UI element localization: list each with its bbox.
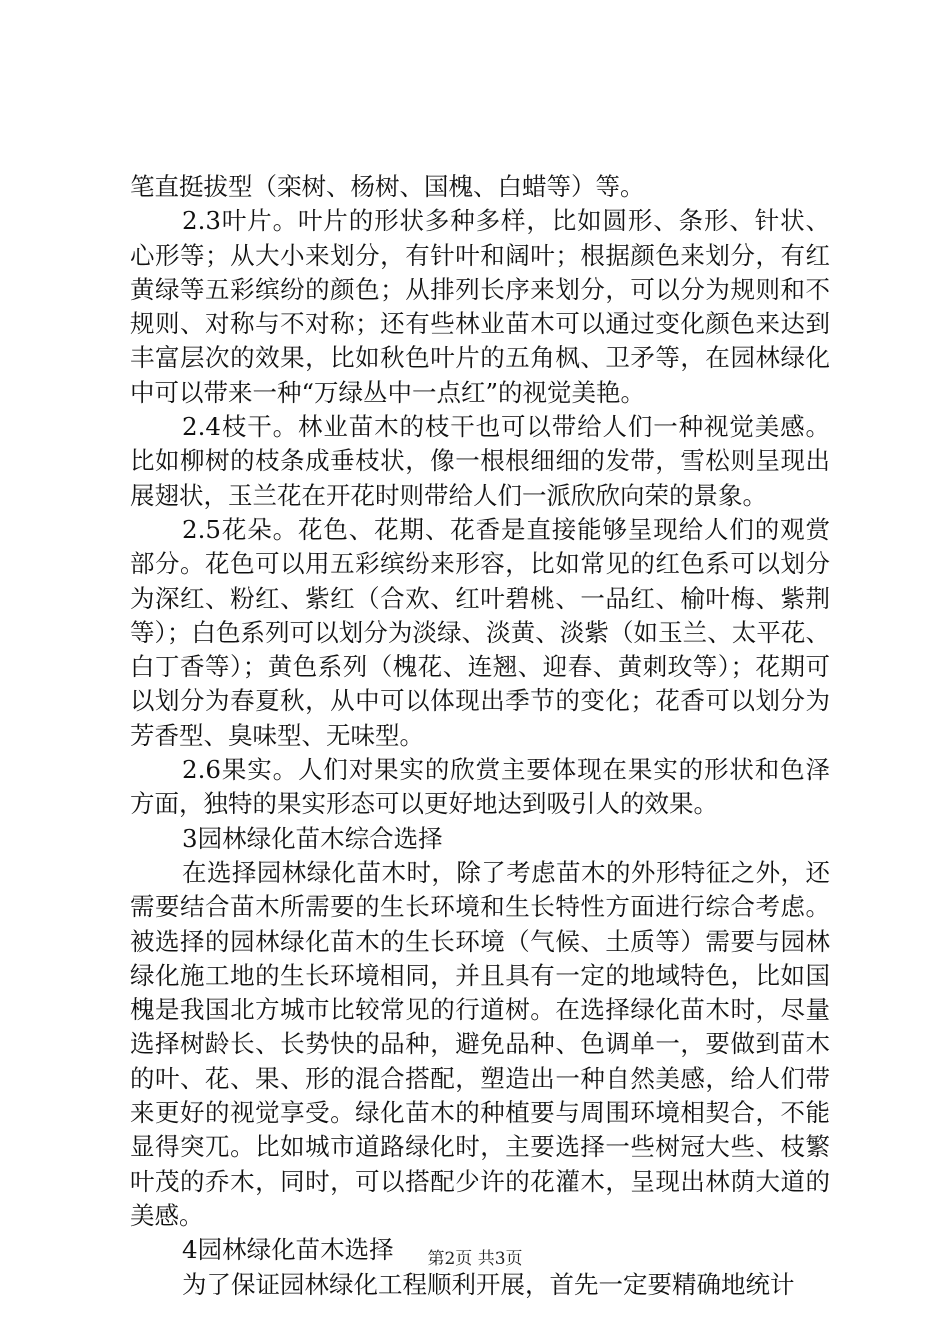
section-heading-3: 3园林绿化苗木综合选择 xyxy=(182,823,443,853)
paragraph-continuation: 笔直挺拔型（栾树、杨树、国槐、白蜡等）等。 xyxy=(130,172,645,201)
paragraph-flowers: 2.5花朵。花色、花期、花香是直接能够呈现给人们的观赏部分。花色可以用五彩缤纷来形容，比如常见的红色系可以划分为深红、粉红、紫红（合欢、红叶碧桃、一品红、榆叶梅、紫荆等）；白色系列可以划分为淡绿、淡黄、淡紫（如玉兰、太平花、白丁香等）；黄色系列（槐花、连翘、迎春、黄刺玫等）；花期可以划分为春夏秋，从中可以体现出季节的变化；花香可以划分为芳香型、臭味型、无味型。 xyxy=(130,514,830,750)
paragraph-comprehensive-selection: 在选择园林绿化苗木时，除了考虑苗木的外形特征之外，还需要结合苗木所需要的生长环境和生长特性方面进行综合考虑。被选择的园林绿化苗木的生长环境（气候、土质等）需要与园林绿化施工地的生长环境相同，并且具有一定的地域特色，比如国槐是我国北方城市比较常见的行道树。在选择绿化苗木时，尽量选择树龄长、长势快的品种，避免品种、色调单一，要做到苗木的叶、花、果、形的混合搭配，塑造出一种自然美感，给人们带来更好的视觉享受。绿化苗木的种植要与周围环境相契合，不能显得突兀。比如城市道路绿化时，主要选择一些树冠大些、枝繁叶茂的乔木，同时，可以搭配少许的花灌木，呈现出林荫大道的美感。 xyxy=(130,857,830,1230)
paragraph-leaves: 2.3叶片。叶片的形状多种多样，比如圆形、条形、针状、心形等；从大小来划分，有针叶和阔叶；根据颜色来划分，有红黄绿等五彩缤纷的颜色；从排列长序来划分，可以分为规则和不规则、对称与不对称；还有些林业苗木可以通过变化颜色来达到丰富层次的效果，比如秋色叶片的五角枫、卫矛等，在园林绿化中可以带来一种“万绿丛中一点红”的视觉美艳。 xyxy=(130,206,830,407)
section-heading-4: 4园林绿化苗木选择 xyxy=(182,1235,394,1265)
paragraph-branches: 2.4枝干。林业苗木的枝干也可以带给人们一种视觉美感。比如柳树的枝条成垂枝状，像一根根细细的发带，雪松则呈现出展翅状，玉兰花在开花时则带给人们一派欣欣向荣的景象。 xyxy=(130,412,830,510)
document-body xyxy=(130,170,830,1302)
page-footer: 第2页 共3页 xyxy=(427,1249,523,1269)
paragraph-fruit: 2.6果实。人们对果实的欣赏主要体现在果实的形状和色泽方面，独特的果实形态可以更好地达到吸引人的效果。 xyxy=(130,755,830,819)
paragraph-selection-start: 为了保证园林绿化工程顺利开展，首先一定要精确地统计 xyxy=(182,1269,795,1299)
